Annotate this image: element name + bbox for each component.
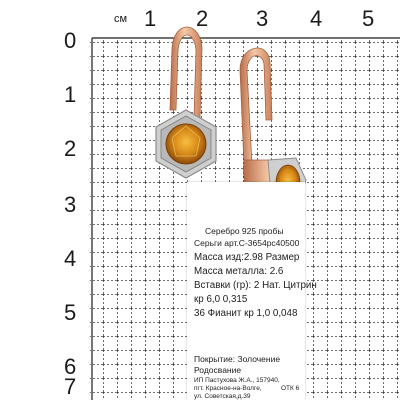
ruler-x-label-3: 3 xyxy=(256,6,269,31)
ruler-y-label-1: 1 xyxy=(64,82,77,107)
ruler-x-label-4: 4 xyxy=(310,6,323,31)
ruler-x-label-1: 1 xyxy=(144,6,157,31)
tag-line-6: кр 6,0 0,315 xyxy=(194,294,248,305)
ruler-x-label-5: 5 xyxy=(362,6,375,31)
tag-line-4: Масса металла: 2.6 xyxy=(194,266,284,277)
product-tag xyxy=(187,182,317,400)
ruler-x-label-2: 2 xyxy=(196,6,209,31)
ruler-y-label-6: 6 xyxy=(64,354,77,379)
tag-line-11: пгт. Красное-на-Волге, xyxy=(194,385,262,392)
tag-otk: ОТК 6 xyxy=(281,385,300,392)
ruler-y-label-4: 4 xyxy=(64,246,77,271)
ruler-y-label-0: 0 xyxy=(64,28,77,53)
ruler-y-label-3: 3 xyxy=(64,192,77,217)
tag-line-7: 36 Фианит кр 1,0 0,048 xyxy=(194,308,298,319)
ruler-y-label-7: 7 xyxy=(64,374,77,399)
tag-line-8: Покрытие: Золочение xyxy=(194,354,281,364)
tag-line-9: Родосвание xyxy=(194,365,242,375)
ruler-y-label-5: 5 xyxy=(64,300,77,325)
tag-line-5: Вставки (гр): 2 Нат. Цитрин xyxy=(194,280,317,291)
tag-line-12: ул. Советская,д.39 xyxy=(194,393,251,400)
ruler-y-label-2: 2 xyxy=(64,136,77,161)
tag-line-10: ИП Пастухова Ж.А., 157940, xyxy=(194,377,280,384)
tag-line-2: Серьги арт.С-3654рс40500 xyxy=(194,238,300,248)
tag-line-1: Серебро 925 пробы xyxy=(205,226,284,236)
tag-line-3: Масса изд:2.98 Размер xyxy=(194,252,300,263)
ruler-unit-label: см xyxy=(114,13,128,25)
left-earring-citrine xyxy=(166,124,206,164)
